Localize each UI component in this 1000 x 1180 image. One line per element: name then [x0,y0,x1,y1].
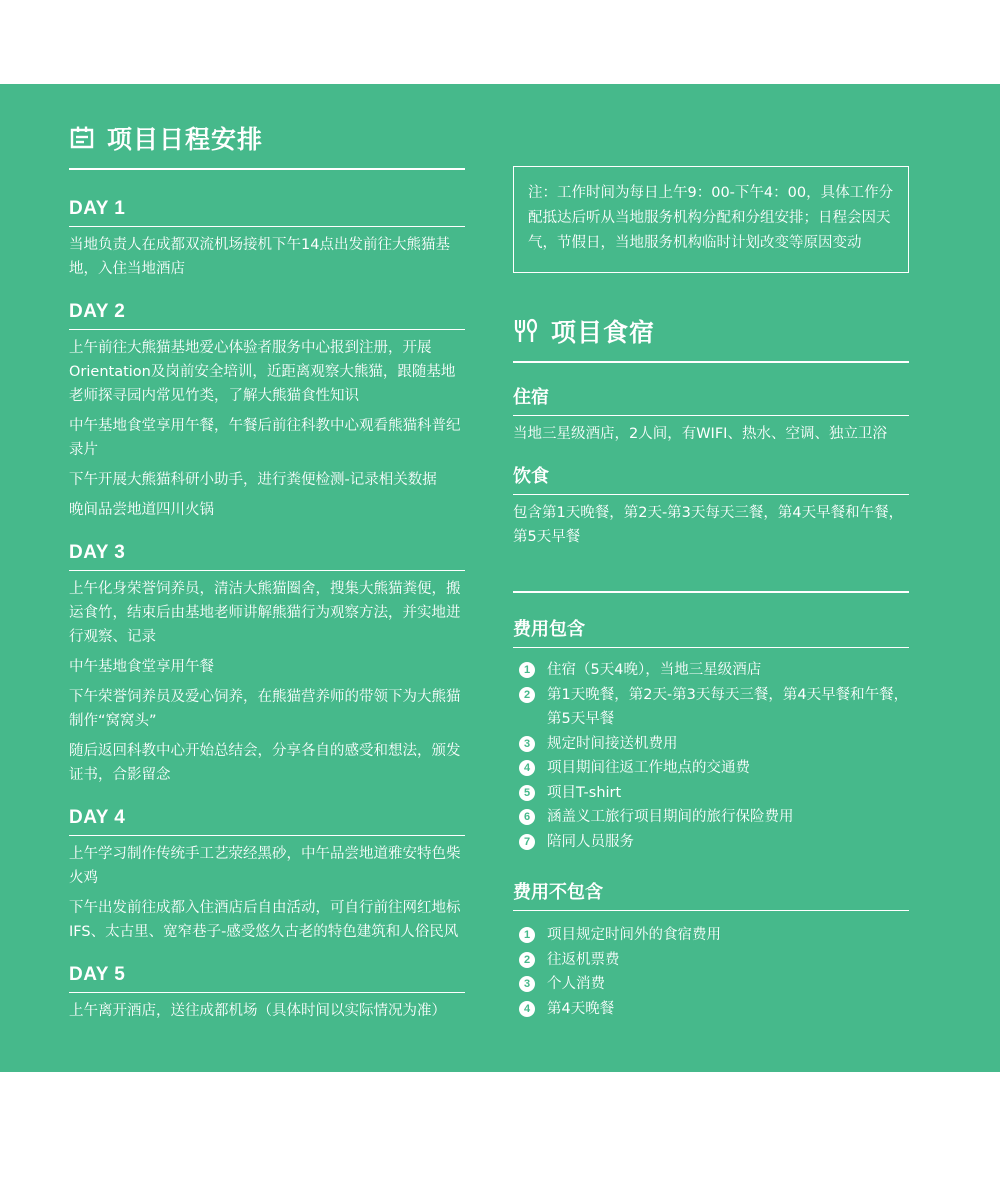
fork-knife-icon [513,318,539,344]
day-list [69,198,465,1023]
day-paragraph: 中午基地食堂享用午餐，午餐后前往科教中心观看熊猫科普纪录片 [69,418,461,458]
included-title: 费用包含 [513,619,585,640]
day-rule [69,992,465,993]
food-text: 包含第1天晚餐，第2天-第3天每天三餐，第4天早餐和午餐，第5天早餐 [513,505,904,545]
number-badge: 7 [519,834,535,850]
accommodation-text: 当地三星级酒店，2人间，有WIFI、热水、空调、独立卫浴 [513,426,887,442]
day-paragraph: 下午荣誉饲养员及爱心饲养，在熊猫营养师的带领下为大熊猫制作“窝窝头” [69,689,461,729]
day-paragraph: 上午学习制作传统手工艺荥经黑砂，中午品尝地道雅安特色柴火鸡 [69,846,461,886]
excluded-list [513,923,909,1021]
list-item-text: 住宿（5天4晚），当地三星级酒店 [547,662,762,678]
list-item [513,997,909,1022]
list-item [513,732,909,757]
list-item [513,781,909,806]
schedule-column [69,84,465,1029]
day-paragraph: 下午开展大熊猫科研小助手，进行粪便检测-记录相关数据 [69,472,437,488]
list-item [513,658,909,683]
list-item [513,948,909,973]
schedule-note: 注：工作时间为每日上午9：00-下午4：00，具体工作分配抵达后听从当地服务机构分配和分组安排；日程会因天气，节假日，当地服务机构临时计划改变等原因变动 [513,166,909,273]
day-block [69,807,465,944]
list-item-text: 个人消费 [547,976,605,992]
day-paragraph: 上午离开酒店，送往成都机场（具体时间以实际情况为准） [69,1003,446,1019]
list-item [513,972,909,997]
day-paragraph: 中午基地食堂享用午餐 [69,659,214,675]
excluded-title: 费用不包含 [513,882,603,903]
number-badge: 1 [519,662,535,678]
day-rule [69,226,465,227]
day-paragraph: 随后返回科教中心开始总结会，分享各自的感受和想法，颁发证书，合影留念 [69,743,461,783]
day-block [69,301,465,522]
schedule-title: 项目日程安排 [69,118,465,158]
day-rule [69,329,465,330]
number-badge: 2 [519,687,535,703]
list-item-text: 项目规定时间外的食宿费用 [547,927,721,943]
food-title: 饮食 [513,466,549,487]
schedule-title-rule [69,168,465,170]
day-paragraph: 当地负责人在成都双流机场接机下午14点出发前往大熊猫基地，入住当地酒店 [69,237,450,277]
day-paragraph: 上午前往大熊猫基地爱心体验者服务中心报到注册，开展Orientation及岗前安全培训，近距离观察大熊猫，跟随基地老师探寻园内常见竹类，了解大熊猫食性知识 [69,340,456,404]
number-badge: 3 [519,976,535,992]
day-paragraph: 上午化身荣誉饲养员，清洁大熊猫圈舍，搜集大熊猫粪便，搬运食竹，结束后由基地老师讲解熊猫行为观察方法，并实地进行观察、记录 [69,581,461,645]
lodging-title: 项目食宿 [513,311,909,351]
day-label: DAY 5 [69,964,126,985]
list-item-text: 第4天晚餐 [547,1000,615,1017]
list-item-text: 项目期间往返工作地点的交通费 [547,760,750,776]
day-block [69,964,465,1023]
list-item-text: 往返机票费 [547,951,620,968]
list-item [513,923,909,948]
number-badge: 4 [519,760,535,776]
accommodation-rule [513,415,909,416]
day-block [69,198,465,281]
included-list [513,658,909,854]
day-label: DAY 3 [69,542,126,563]
number-badge: 6 [519,809,535,825]
list-item [513,683,909,732]
number-badge: 5 [519,785,535,801]
excluded-rule [513,910,909,911]
day-rule [69,570,465,571]
calendar-icon [69,125,95,151]
number-badge: 1 [519,927,535,943]
list-item [513,830,909,855]
included-rule [513,647,909,648]
list-item [513,756,909,781]
day-paragraph: 晚间品尝地道四川火锅 [69,502,214,518]
day-block [69,542,465,787]
number-badge: 2 [519,952,535,968]
list-item-text: 项目T-shirt [547,784,622,801]
accommodation-title: 住宿 [513,387,549,408]
list-item-text: 规定时间接送机费用 [547,735,678,752]
day-label: DAY 2 [69,301,126,322]
day-rule [69,835,465,836]
list-item-text: 第1天晚餐，第2天-第3天每天三餐，第4天早餐和午餐，第5天早餐 [547,686,909,727]
list-item [513,805,909,830]
day-paragraph: 下午出发前往成都入住酒店后自由活动，可自行前往网红地标IFS、太古里、宽窄巷子-感受悠久古老的特色建筑和人俗民风 [69,900,461,940]
day-label: DAY 4 [69,807,126,828]
info-column [513,84,909,1021]
list-item-text: 陪同人员服务 [547,833,634,850]
number-badge: 3 [519,736,535,752]
food-rule [513,494,909,495]
list-item-text: 涵盖义工旅行项目期间的旅行保险费用 [547,809,794,825]
day-label: DAY 1 [69,198,126,219]
number-badge: 4 [519,1001,535,1017]
